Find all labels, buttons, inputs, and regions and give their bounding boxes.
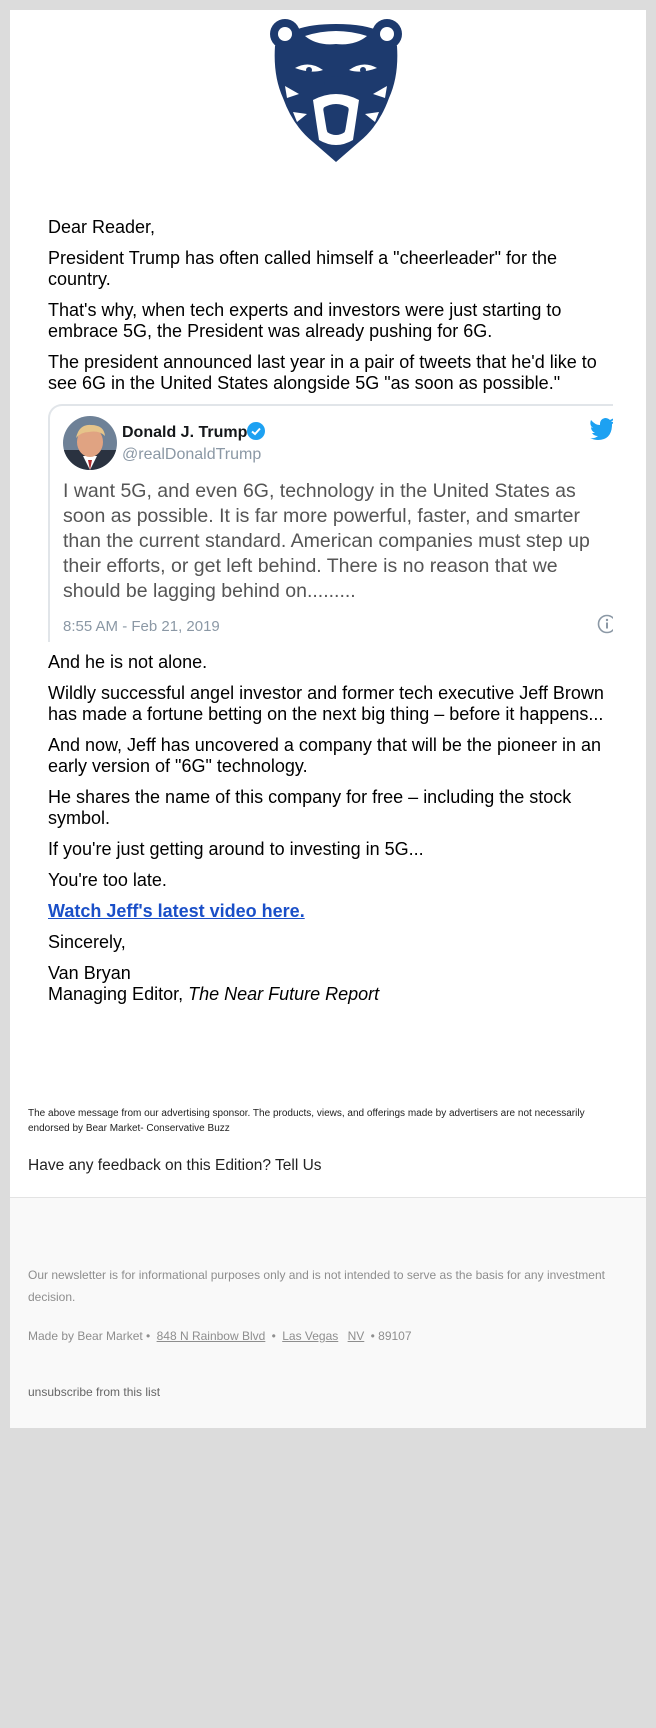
city-link[interactable]: Las Vegas <box>282 1329 339 1343</box>
paragraph: Wildly successful angel investor and former tech executive Jeff Brown has made a fortune betting on the next big thing – before it happens... <box>48 683 604 724</box>
bear-logo-icon <box>265 16 407 166</box>
tweet-author-name[interactable]: Donald J. Trump <box>122 424 248 441</box>
feedback-text[interactable]: Have any feedback on this Edition? Tell Us <box>28 1157 322 1174</box>
tweet-line: should be lagging behind on......... <box>63 580 356 602</box>
signer-title: Managing Editor, <box>48 984 189 1004</box>
street-link[interactable]: 848 N Rainbow Blvd <box>156 1329 266 1343</box>
tweet-timestamp[interactable]: 8:55 AM - Feb 21, 2019 <box>63 618 220 635</box>
cta-paragraph <box>48 901 623 922</box>
unsubscribe-link[interactable]: unsubscribe from this list <box>28 1385 161 1399</box>
paragraph: You're too late. <box>48 870 167 890</box>
paragraph: The president announced last year in a pair of tweets that he'd like to see 6G in the United States alongside 5G "as soon as possible." <box>48 352 597 393</box>
separator: • <box>271 1329 276 1343</box>
tweet-line: I want 5G, and even 6G, technology in the United States as <box>63 480 576 502</box>
tweet-line: than the current standard. American companies must step up <box>63 530 590 552</box>
signature <box>48 963 623 1005</box>
tweet-text <box>63 479 613 604</box>
feedback-row[interactable] <box>28 1157 322 1175</box>
paragraph: That's why, when tech experts and investors were just starting to embrace 5G, the President was already pushing for 6G. <box>48 300 562 341</box>
twitter-bird-icon[interactable] <box>590 418 613 440</box>
embedded-tweet[interactable] <box>48 404 613 642</box>
sponsor-disclaimer: The above message from our advertising sponsor. The products, views, and offerings made by advertisers are not necessarily endorsed by Bear Market- Conservative Buzz <box>28 1108 585 1134</box>
state-link[interactable]: NV <box>347 1329 365 1343</box>
closing: Sincerely, <box>48 932 126 952</box>
tweet-line: their efforts, or get left behind. There is no reason that we <box>63 555 558 577</box>
paragraph: President Trump has often called himself a "cheerleader" for the country. <box>48 248 558 289</box>
footer <box>10 1197 646 1428</box>
footer-address <box>28 1329 412 1343</box>
avatar <box>63 416 117 470</box>
publication-name: The Near Future Report <box>188 984 380 1004</box>
paragraph: If you're just getting around to investing in 5G... <box>48 839 424 859</box>
greeting: Dear Reader, <box>48 217 156 237</box>
paragraph: And he is not alone. <box>48 652 208 672</box>
email-body <box>48 217 623 1015</box>
paragraph: He shares the name of this company for free – including the stock symbol. <box>48 787 572 828</box>
paragraph: And now, Jeff has uncovered a company that will be the pioneer in an early version of "6G" technology. <box>48 735 602 776</box>
verified-badge-icon <box>247 422 265 440</box>
made-by-text: Made by Bear Market • <box>28 1329 151 1343</box>
tweet-author-handle[interactable]: @realDonaldTrump <box>122 446 262 463</box>
footer-note: Our newsletter is for informational purposes only and is not intended to serve as the basis for any investment decision. <box>28 1268 605 1304</box>
info-icon[interactable] <box>597 614 613 634</box>
zip-text: • 89107 <box>370 1329 412 1343</box>
signer-name: Van Bryan <box>48 963 131 983</box>
watch-video-link[interactable]: Watch Jeff's latest video here. <box>48 901 305 921</box>
tweet-line: soon as possible. It is far more powerful, faster, and smarter <box>63 505 580 527</box>
email-card <box>10 10 646 1427</box>
